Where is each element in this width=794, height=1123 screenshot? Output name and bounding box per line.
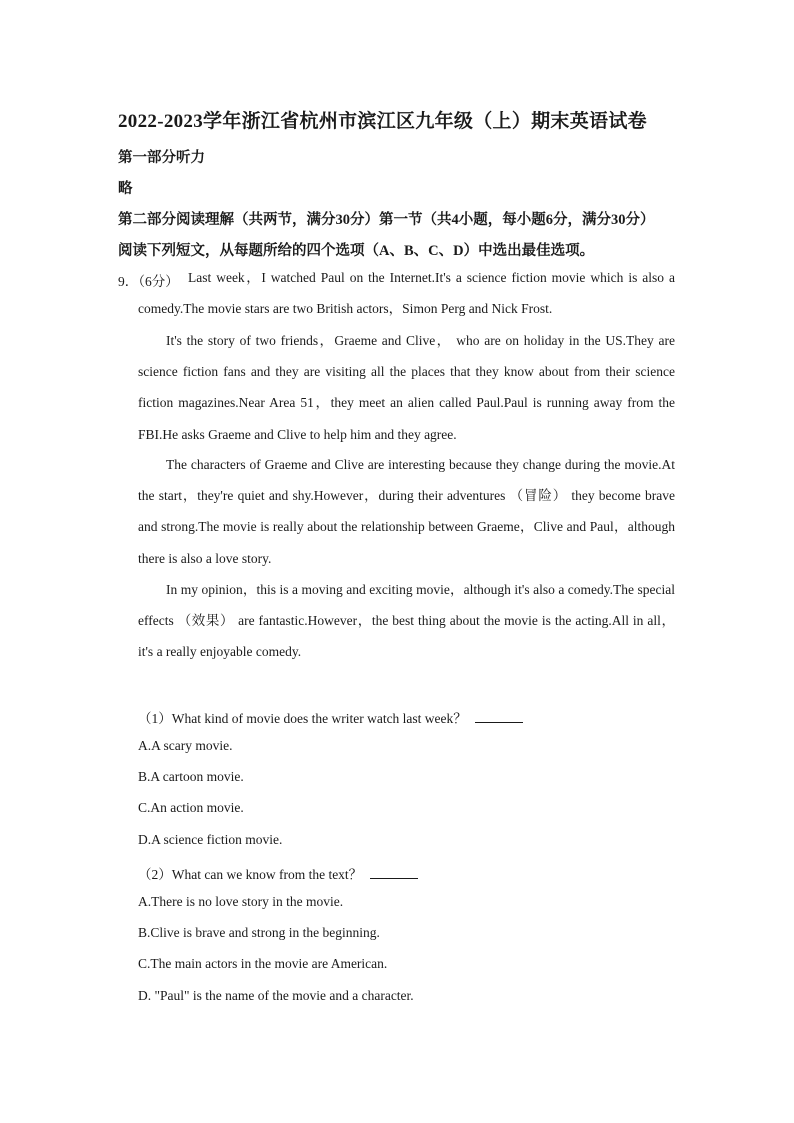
option-1b: B.A cartoon movie.: [138, 769, 244, 784]
part1-heading: 第一部分听力: [118, 150, 205, 166]
part2-heading: 第二部分阅读理解（共两节，满分30分）第一节（共4小题，每小题6分，满分30分）: [118, 212, 655, 228]
sub-question-1: [138, 707, 523, 727]
question-number: 9．（6分）: [118, 274, 179, 289]
option-2a: A.There is no love story in the movie.: [138, 894, 344, 909]
option-2c: C.The main actors in the movie are American.: [138, 956, 388, 971]
sub-question-2-stem: （2）What can we know from the text？: [138, 867, 363, 882]
page-title: 2022-2023学年浙江省杭州市滨江区九年级（上）期末英语试卷: [118, 111, 647, 132]
answer-blank: [370, 866, 418, 879]
passage-paragraph-2: It's the story of two friends，Graeme and Clive， who are on holiday in the US.They are science fiction fans and they are visiting all the places that they know about from their science fiction magazines.Near Area 51，they meet an alien called Paul.Paul is running away from the FBI.He asks Graeme and Clive to help him and they agree.: [138, 333, 675, 442]
option-1a: A.A scary movie.: [138, 738, 233, 753]
answer-blank: [475, 710, 523, 723]
sub-question-1-stem: （1）What kind of movie does the writer watch last week？: [138, 711, 467, 726]
passage-paragraph-1: Last week，I watched Paul on the Internet.It's a science fiction movie which is also a comedy.The movie stars are two British actors，Simon Perg and Nick Frost.: [138, 270, 675, 317]
option-2d: D. "Paul" is the name of the movie and a character.: [138, 988, 414, 1003]
passage-paragraph-4: In my opinion，this is a moving and exciting movie，although it's also a comedy.The special effects （效果） are fantastic.However，the best thing about the movie is the acting.All in all，it's a really enjoyable comedy.: [138, 582, 675, 660]
option-1c: C.An action movie.: [138, 800, 244, 815]
passage-paragraph-3: The characters of Graeme and Clive are interesting because they change during the movie.At the start，they're quiet and shy.However，during their adventures （冒险） they become brave and strong.The movie is really about the relationship between Graeme，Clive and Paul，although there is also a love story.: [138, 457, 675, 566]
part2-instruction: 阅读下列短文，从每题所给的四个选项（A、B、C、D）中选出最佳选项。: [118, 243, 595, 259]
option-2b: B.Clive is brave and strong in the beginning.: [138, 925, 380, 940]
part1-note: 略: [118, 181, 133, 197]
option-1d: D.A science fiction movie.: [138, 832, 283, 847]
sub-question-2: [138, 863, 418, 883]
